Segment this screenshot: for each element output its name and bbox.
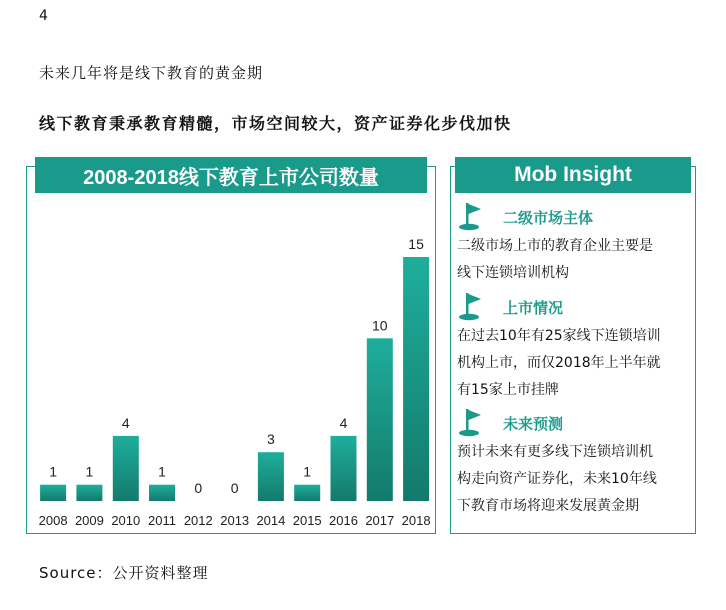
section-line: 线下连锁培训机构	[457, 265, 569, 281]
data-label-2008: 1	[49, 463, 57, 480]
bar-2008	[40, 485, 66, 501]
section-title: 上市情况	[503, 298, 564, 317]
section-line: 在过去10年有25家线下连锁培训	[457, 328, 661, 344]
bar-2017	[367, 338, 393, 501]
x-tick-2017: 2017	[365, 513, 395, 528]
bar-2014	[258, 452, 284, 501]
data-label-2012: 0	[194, 480, 203, 496]
insight-section-secondary-market	[455, 201, 691, 287]
data-label-2016: 4	[339, 414, 348, 431]
bar-2015	[294, 485, 320, 501]
golf-flag-icon	[457, 407, 487, 439]
data-label-2017: 10	[372, 317, 388, 334]
data-label-2014: 3	[267, 431, 275, 448]
golf-flag-icon	[457, 291, 487, 323]
data-label-2013: 0	[230, 480, 239, 496]
headline: 线下教育秉承教育精髓，市场空间较大，资产证券化步伐加快	[39, 114, 512, 133]
page-number: 4	[39, 8, 48, 24]
bar-2009	[76, 485, 102, 501]
insight-section-forecast	[455, 407, 691, 520]
insight-title: Mob Insight	[455, 157, 691, 193]
x-tick-2009: 2009	[74, 513, 104, 528]
section-line: 有15家上市挂牌	[457, 382, 559, 398]
intro-line: 未来几年将是线下教育的黄金期	[39, 64, 264, 82]
section-body	[455, 439, 691, 520]
x-tick-2015: 2015	[292, 513, 322, 528]
x-tick-2014: 2014	[256, 513, 286, 528]
section-body	[455, 323, 691, 404]
golf-flag-icon	[457, 201, 487, 233]
x-tick-2008: 2008	[38, 513, 68, 528]
section-line: 预计未来有更多线下连锁培训机	[457, 444, 653, 460]
section-title: 未来预测	[503, 414, 564, 433]
section-body	[455, 233, 691, 287]
data-label-2018: 15	[408, 236, 424, 252]
bar-2010	[113, 436, 139, 501]
bar-2018	[403, 257, 429, 501]
x-tick-2010: 2010	[111, 513, 141, 528]
section-title: 二级市场主体	[503, 208, 594, 227]
data-label-2009: 1	[85, 463, 94, 480]
section-line: 构走向资产证券化，未来10年线	[457, 471, 657, 487]
section-line: 机构上市，而仅2018年上半年就	[457, 355, 661, 371]
data-label-2011: 1	[158, 463, 166, 480]
x-tick-2013: 2013	[220, 513, 250, 528]
x-tick-2016: 2016	[329, 513, 358, 528]
source-note: Source：公开资料整理	[39, 564, 209, 582]
section-line: 下教育市场将迎来发展黄金期	[457, 498, 639, 514]
chart-panel	[26, 166, 436, 534]
x-tick-2012: 2012	[183, 513, 213, 528]
data-label-2010: 4	[121, 414, 130, 431]
insight-panel	[450, 163, 696, 534]
bar-chart	[27, 167, 435, 533]
insight-section-listing	[455, 291, 691, 404]
bar-2016	[331, 436, 357, 501]
section-line: 二级市场上市的教育企业主要是	[457, 238, 653, 254]
x-tick-2011: 2011	[148, 513, 176, 528]
chart-title: 2008-2018线下教育上市公司数量	[35, 157, 427, 193]
bar-2011	[149, 485, 175, 501]
data-label-2015: 1	[303, 463, 312, 480]
x-tick-2018: 2018	[401, 513, 431, 528]
